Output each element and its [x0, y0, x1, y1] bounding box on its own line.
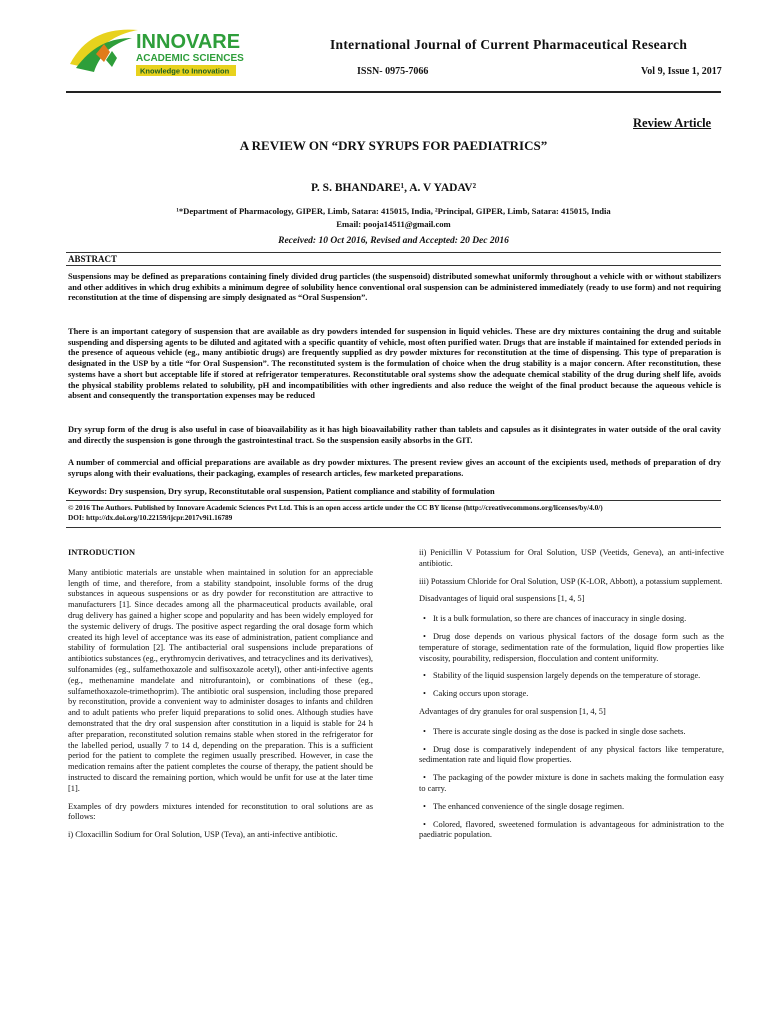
bullet-item: • The packaging of the powder mixture is done in sachets making the formulation easy to carry.	[419, 773, 724, 795]
advantages-heading: Advantages of dry granules for oral suspension [1, 4, 5]	[419, 706, 606, 716]
authors: P. S. BHANDARE¹, A. V YADAV²	[310, 182, 477, 194]
bullet-item: • Colored, flavored, sweetened formulation is advantageous for administration to the paediatric population.	[419, 820, 724, 842]
abstract-paragraph: Dry syrup form of the drug is also useful in case of bioavailability as it has high bioavailability rather than tablets and capsules as it disintegrates in water outside of the oral cavity and directly the suspension is gone through the gastrointestinal tract. So the suspension easily absorbs in the GIT.	[68, 425, 721, 445]
affiliation: ¹*Department of Pharmacology, GIPER, Limb, Satara: 415015, India, ²Principal, GIPER, Limb, Satara: 415015, India	[176, 206, 611, 216]
volume-issue: Vol 9, Issue 1, 2017	[641, 66, 722, 77]
article-type: Review Article	[633, 116, 712, 130]
bullet-item: • The enhanced convenience of the single dosage regimen.	[419, 802, 724, 813]
logo-sub-text: ACADEMIC SCIENCES	[136, 53, 244, 64]
logo-tagline: Knowledge to Innovation	[140, 66, 230, 76]
abstract-paragraph: There is an important category of suspension that are available as dry powders intended for suspension in liquid vehicles. These are dry mixtures containing the drug and suitable suspending and dispersing agents to be diluted and agitated with a specific quantity of vehicle, most often purified water. Drugs that are instable if maintained for extended periods in the presence of aqueous vehicle (eg., many antibiotic drugs) are frequently supplied as dry powder mixtures for reconstitution at the time of dispensing. This type of preparation is designated in the USP by a title “for Oral Suspension”. The reconstituted system is the formulation of choice when the drug stability is a major concern. After reconstitution, these systems have a short but acceptable life if stored at refrigerator temperatures. Reconstitutable oral systems show the adequate chemical stability of the drug during shelf life, avoids the physical stability problems related to solubility, pH and incompatibilities with other ingredients and also reduce the weight of the final product because the aqueous vehicle is absent and consequently the transportation expenses may be reduced	[68, 327, 721, 401]
email: Email: pooja14511@gmail.com	[336, 219, 451, 229]
body-paragraph: Many antibiotic materials are unstable when maintained in solution for an appreciable length of time, and therefore, from a stability standpoint, insoluble forms of the drug substances in aqueous suspensions or as dry powder for reconstitution are attractive to manufacturers [1]. Since decades among all the pharmaceutical products available, oral drug delivery has gained a higher scope and popularity and has been widely employed for the systemic delivery of drugs. The positive aspect regarding the oral dosage form which created its high level of acceptance was its ease of administration, patient compliance and stability of formulation [2]. The antibacterial oral suspensions include preparations of antibiotics substances (eg., erythromycin derivatives, and tetracyclines and its derivatives), sulfonamides (eg., sulfamethoxazole and sulfisoxazole acetyl), other anti-infective agents (eg., methenamine mandelate and nitrofurantoin), or combinations of these (eg., sulfamethoxazole-trimethoprim). The antibiotic oral suspension, including those prepared by reconstitution, provide a convenient way to administer dosages to infants and children and to adult patients who prefer liquid preparations to solid ones. Although studies have demonstrated that the dry oral suspension after constitution in a liquid is stable for 24 h after preparation, reconstituted solution remains stable when stored in the refrigerator for the labelled period, usually 7 to 14 d, depending on the preparation. This is a sufficient period for the patient to complete the regimen usually prescribed. However, in case the medication remains after the patient completes the course of therapy, the patient should be instructed to discard the remaining portion, which would be unfit for use at the later time [1].	[68, 567, 373, 793]
copyright-text: © 2016 The Authors. Published by Innovare Academic Sciences Pvt Ltd. This is an open access article under the CC BY license (http://creativecommons.org/licenses/by/4.0/)	[68, 503, 603, 512]
article-title: A REVIEW ON “DRY SYRUPS FOR PAEDIATRICS”	[239, 138, 548, 153]
innovare-logo	[66, 24, 256, 84]
received-dates: Received: 10 Oct 2016, Revised and Accepted: 20 Dec 2016	[278, 236, 509, 246]
doi-link[interactable]: DOI: http://dx.doi.org/10.22159/ijcpr.2017v9i1.16789	[68, 513, 233, 522]
keywords: Keywords: Dry suspension, Dry syrup, Reconstitutable oral suspension, Patient compliance and stability of formulation	[68, 487, 495, 496]
issn: ISSN- 0975-7066	[357, 66, 429, 77]
logo-main-text: INNOVARE	[136, 31, 241, 53]
bullet-item: • Drug dose depends on various physical factors of the dosage form such as the temperature of storage, sedimentation rate of the formulation, liquid flow properties like viscosity, pourability, redispersion, flocculation and content uniformity.	[419, 632, 724, 664]
abstract-paragraph: Suspensions may be defined as preparations containing finely divided drug particles (the suspensoid) distributed somewhat uniformly throughout a vehicle with or without stabilizers and other additives in which drug exhibits a minimum degree of solubility hence conventional oral suspension can be administered immediately (ready to use form) and not requiring reconstitution at the time of dispensing are simply designated as “Oral Suspension”.	[68, 272, 721, 303]
bullet-item: • Stability of the liquid suspension largely depends on the temperature of storage.	[419, 671, 724, 682]
disadvantages-heading: Disadvantages of liquid oral suspensions [1, 4, 5]	[419, 594, 585, 604]
introduction-heading: INTRODUCTION	[68, 548, 136, 557]
copyright	[68, 503, 721, 523]
left-column	[68, 548, 373, 848]
bullet-item: • There is accurate single dosing as the dose is packed in single dose sachets.	[419, 727, 724, 738]
header-divider	[66, 91, 721, 93]
abstract-top-rule	[66, 252, 721, 253]
body-paragraph: i) Cloxacillin Sodium for Oral Solution, USP (Teva), an anti-infective antibiotic.	[68, 830, 338, 840]
bullet-item: • Caking occurs upon storage.	[419, 689, 724, 700]
right-column	[419, 548, 724, 848]
list-item: iii) Potassium Chloride for Oral Solution, USP (K-LOR, Abbott), a potassium supplement.	[419, 576, 723, 586]
journal-title: International Journal of Current Pharmaceutical Research	[330, 37, 688, 52]
bullet-item: • Drug dose is comparatively independent of any physical factors like temperature, sedimentation rate and liquid flow properties.	[419, 745, 724, 767]
body-paragraph: Examples of dry powders mixtures intended for reconstitution to oral solutions are as follows:	[68, 801, 373, 822]
bullet-item: • It is a bulk formulation, so there are chances of inaccuracy in single dosing.	[419, 614, 724, 625]
abstract-paragraph: A number of commercial and official preparations are available as dry powder mixtures. The present review gives an account of the excipients used, methods of preparation of dry syrups along with their evaluations, their packaging, examples of research articles, few marketed preparations.	[68, 458, 721, 478]
abstract-heading-rule	[66, 265, 721, 266]
abstract-heading: ABSTRACT	[68, 254, 118, 264]
list-item: ii) Penicillin V Potassium for Oral Solution, USP (Veetids, Geneva), an anti-infective antibiotic.	[419, 548, 724, 568]
copyright-rule	[66, 527, 721, 528]
keywords-rule	[66, 500, 721, 501]
